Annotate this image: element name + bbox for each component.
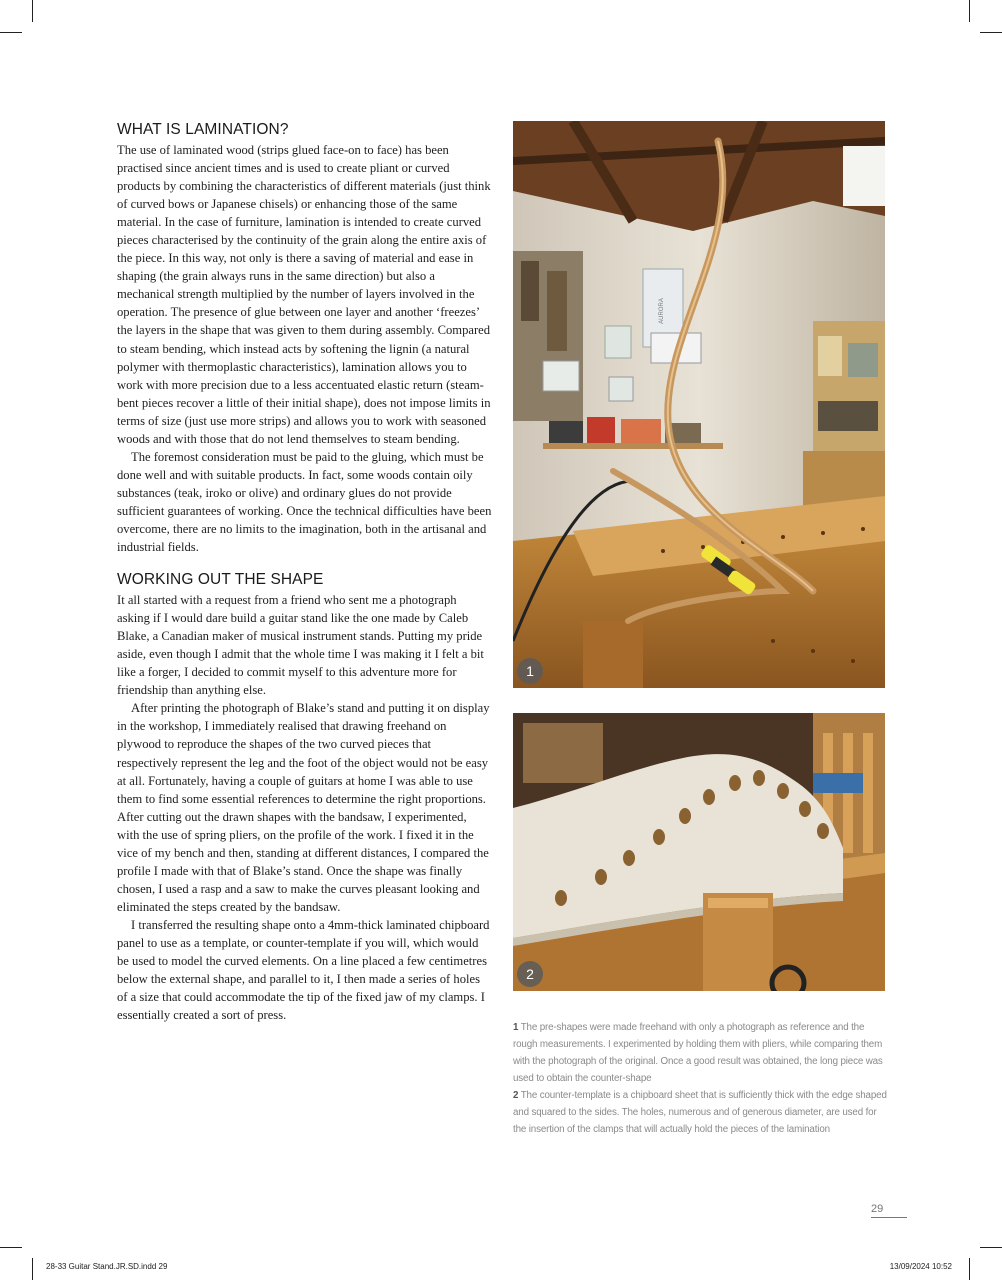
paragraph: After printing the photograph of Blake’s stand and putting it on display in the workshop, I immediately realised that drawing freehand on plywood to reproduce the shapes of the two curved pieces that respectively represent the leg and the foot of the object would not be easy at all. Fortunately, having a couple of guitars at home I was able to use them to find some essential references to determine the right proportions. After cutting out the drawn shapes with the bandsaw, I experimented, with the use of spring pliers, on the profile of the work. I fixed it in the vice of my bench and then, standing at different distances, I compared the profile I made with that of Blake’s stand. Once the shape was finally chosen, I used a rasp and a saw to make the curves pleasant looking and eliminated the steps created by the bandsaw.: [117, 701, 490, 914]
caption-2: [513, 1090, 887, 1135]
photo-1-illustration: [513, 121, 885, 688]
section-heading-shape: WORKING OUT THE SHAPE: [117, 571, 324, 589]
crop-mark: [980, 1247, 1002, 1248]
caption-number: 1: [513, 1022, 519, 1033]
caption-number: 2: [513, 1090, 519, 1101]
article-column: [117, 120, 492, 1024]
inverter-label: AURORA: [659, 298, 665, 324]
caption-text: The pre-shapes were made freehand with only a photograph as reference and the rough measurements. I experimented by holding them with pliers, while comparing them with the photograph of the original. Once a good result was obtained, the long piece was used to obtain the counter-shape: [513, 1022, 883, 1084]
photo-number-badge: 1: [517, 658, 543, 684]
section-heading-lamination: WHAT IS LAMINATION?: [117, 121, 289, 138]
caption-text: The counter-template is a chipboard sheet that is sufficiently thick with the edge shaped and squared to the sides. The holes, numerous and of generous diameter, are used for the insertion of the clamps that will actually hold the pieces of the lamination: [513, 1090, 887, 1135]
crop-mark: [32, 1258, 33, 1280]
slug-filename: 28-33 Guitar Stand.JR.SD.indd 29: [46, 1262, 168, 1271]
paragraph: It all started with a request from a friend who sent me a photograph asking if I would dare build a guitar stand like the one made by Caleb Blake, a Canadian maker of musical instrument stands. Putting my pride aside, even though I admit that the whole time I was making it I felt a bit like a forger, I decided to commit myself to this adventure more for friendship than anything else.: [117, 593, 484, 698]
paragraph: I transferred the resulting shape onto a 4mm-thick laminated chipboard panel to use as a template, or counter-template if you will, which would be used to model the curved elements. On a line placed a few centimetres below the external shape, and parallel to it, I then made a series of holes of a size that could accommodate the tip of the fixed jaw of my clamps. I essentially created a sort of press.: [117, 917, 490, 1023]
crop-mark: [980, 32, 1002, 33]
photo-workshop-preshapes: [513, 121, 885, 688]
photo-captions: [513, 1019, 888, 1138]
caption-1: [513, 1022, 883, 1084]
page-number: 29: [871, 1203, 907, 1218]
photo-2-illustration: [513, 713, 885, 991]
crop-mark: [0, 32, 22, 33]
slug-timestamp: 13/09/2024 10:52: [889, 1262, 952, 1271]
photo-number-badge: 2: [517, 961, 543, 987]
crop-mark: [0, 1247, 22, 1248]
crop-mark: [969, 1258, 970, 1280]
crop-mark: [32, 0, 33, 22]
photo-counter-template: [513, 713, 885, 991]
paragraph: The foremost consideration must be paid to the gluing, which must be done well and with suitable products. In fact, some woods contain oily substances (teak, iroko or olive) and ordinary glues do not provide sufficient guarantees of working. Once the technical difficulties have been overcome, there are no limits to the imagination, both in the artisanal and industrial fields.: [117, 449, 492, 555]
crop-mark: [969, 0, 970, 22]
paragraph: The use of laminated wood (strips glued face-on to face) has been practised since ancient times and is used to create pliant or curved products by combining the characteristics of different materials (just think of curved bows or Japanese chisels) or enhancing those of the same material. In the case of furniture, lamination is intended to create curved pieces characterised by the continuity of the grain along the entire axis of the piece. In this way, not only is there a saving of material and ease in shaping (the grain always runs in the same direction) but also a mechanical strength multiplied by the number of layers involved in the operation. The presence of glue between one layer and another ‘freezes’ the layers in the shape that was given to them during assembly. Compared to steam bending, which instead acts by softening the lignin (a natural polymer with thermoplastic characteristics), lamination allows you to work with more precision due to a less accentuated elastic return (steam-bent pieces recover a little of their initial shape), does not impose limits in terms of size (just use more strips) and allows you to work with seasoned woods and with those that do not lend themselves to steam bending.: [117, 143, 491, 446]
